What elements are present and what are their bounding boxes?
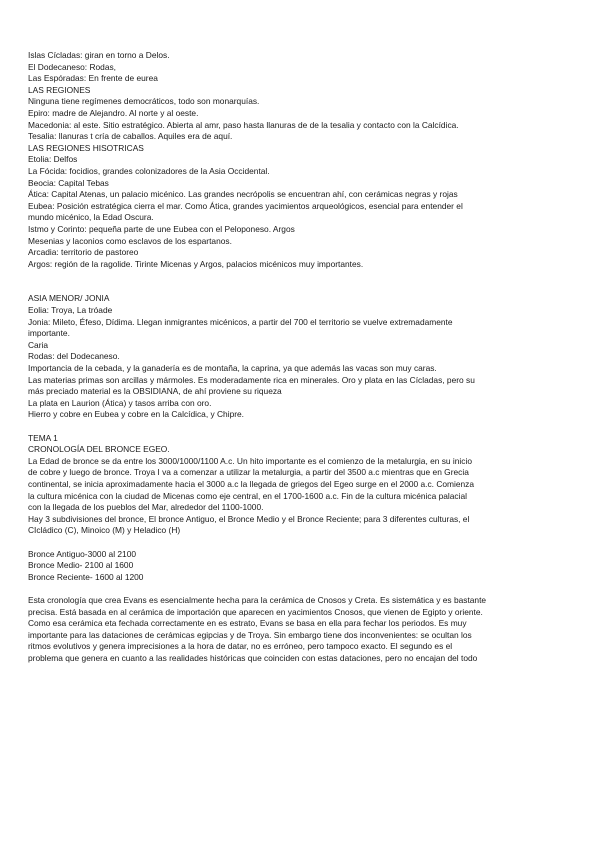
text-line: de cobre y luego de bronce. Troya I va a comenzar a utilizar la metalurgia, a partir del 3500 a.c mientras que en Grecia: [28, 467, 469, 478]
text-line: precisa. Está basada en al cerámica de importación que aparecen en yacimientos Cnosos, que vienen de Egipto y oriente.: [28, 606, 483, 617]
text-line: Epiro: madre de Alejandro. Al norte y al oeste.: [28, 107, 199, 118]
text-line: Eubea: Posición estratégica cierra el mar. Como Ática, grandes yacimientos arqueológicos, esencial para entender el: [28, 200, 463, 211]
text-line: Jonia: Mileto, Éfeso, Dídima. Llegan inmigrantes micénicos, a partir del 700 el territorio se vuelve extremadamente: [28, 316, 453, 327]
text-line: más preciado material es la OBSIDIANA, de ahí proviene su riqueza: [28, 386, 282, 397]
text-line: Argos: región de la ragolide. Tirinte Micenas y Argos, palacios micénicos muy importantes.: [28, 258, 364, 269]
text-line: LAS REGIONES: [28, 84, 91, 95]
text-line: Eolia: Troya, La tróade: [28, 305, 113, 316]
text-line: mundo micénico, la Edad Oscura.: [28, 212, 154, 223]
text-line: Islas Cícladas: giran en torno a Delos.: [28, 50, 170, 60]
blank-line: [28, 270, 570, 282]
text-line: Como esa cerámica eta fechada correctamente en es estrato, Evans se basa en ella para fechar los periodos. Es muy: [28, 618, 467, 629]
text-line: Ninguna tiene regímenes democráticos, todo son monarquías.: [28, 96, 260, 107]
blank-line: [28, 421, 570, 433]
text-line: con la llegada de los pueblos del Mar, alrededor del 1100-1000.: [28, 502, 264, 513]
blank-line: [28, 537, 570, 549]
text-line: Ática: Capital Atenas, un palacio micénico. Las grandes necrópolis se encuentran ahí, con cerámicas negras y rojas: [28, 189, 458, 200]
text-line: La Fócida: focidios, grandes colonizadores de la Asia Occidental.: [28, 165, 270, 176]
text-line: problema que genera en cuanto a las realidades históricas que coinciden con estas dataciones, pero no encajan del todo: [28, 652, 478, 663]
text-line: Etolia: Delfos: [28, 154, 78, 165]
text-line: continental, se inicia aproximadamente hacia el 3000 a.c la llegada de griegos del Egeo surge en el 2000 a.c. Comienza: [28, 478, 475, 489]
text-line: Esta cronología que crea Evans es esencialmente hecha para la cerámica de Cnosos y Creta. Es sistemática y es bastante: [28, 594, 487, 605]
text-line: Bronce Medio- 2100 al 1600: [28, 560, 134, 571]
blank-line: [28, 282, 570, 294]
text-line: la cultura micénica con la ciudad de Micenas como eje central, en el 1700-1600 a.c. Fin de la cultura micénica palacial: [28, 490, 467, 501]
text-line: La Edad de bronce se da entre los 3000/1000/1100 A.c. Un hito importante es el comienzo de la metalurgia, en su inicio: [28, 455, 472, 466]
blank-line: [28, 583, 570, 595]
text-line: Las materias primas son arcillas y mármoles. Es moderadamente rica en minerales. Oro y plata en las Cícladas, pero su: [28, 374, 475, 385]
text-line: Istmo y Corinto: pequeña parte de une Eubea con el Peloponeso. Argos: [28, 223, 295, 234]
text-line: Bronce Reciente- 1600 al 1200: [28, 571, 144, 582]
text-line: Tesalia: llanuras t cría de caballos. Aquiles era de aquí.: [28, 131, 233, 142]
text-line: Bronce Antiguo-3000 al 2100: [28, 548, 137, 559]
text-line: ASIA MENOR/ JONIA: [28, 293, 110, 304]
text-line: Mesenias y laconios como esclavos de los espartanos.: [28, 235, 232, 246]
text-line: Importancia de la cebada, y la ganadería es de montaña, la caprina, ya que además las vacas son muy caras.: [28, 363, 437, 374]
text-line: ritmos evolutivos y genera imprecisiones a la hora de datar, no es erróneo, pero tampoco exacto. El segundo es el: [28, 641, 453, 652]
text-line: Hierro y cobre en Eubea y cobre en la Calcídica, y Chipre.: [28, 409, 244, 420]
text-line: Arcadia: territorio de pastoreo: [28, 247, 139, 258]
text-line: La plata en Laurion (Ática) y tasos arriba con oro.: [28, 397, 212, 408]
text-line: Macedonia: al este. Sitio estratégico. Abierta al amr, paso hasta llanuras de de la tesalia y contacto con la Calcídica.: [28, 119, 459, 130]
text-line: CRONOLOGÍA DEL BRONCE EGEO.: [28, 444, 170, 455]
text-line: El Dodecaneso: Rodas,: [28, 61, 116, 72]
text-line: TEMA 1: [28, 432, 58, 443]
text-line: LAS REGIONES HISOTRICAS: [28, 142, 144, 153]
text-line: Caria: [28, 339, 49, 350]
text-line: CIcládico (C), Minoico (M) y Heladico (H): [28, 525, 181, 536]
text-line: importante.: [28, 328, 70, 339]
text-line: importante para las dataciones de cerámicas egipcias y de Troya. Sin embargo tiene dos inconvenientes: se ocultan los: [28, 629, 472, 640]
text-line: Rodas: del Dodecaneso.: [28, 351, 120, 362]
text-line: Beocia: Capital Tebas: [28, 177, 109, 188]
text-line: Las Espóradas: En frente de eurea: [28, 73, 158, 84]
text-line: Hay 3 subdivisiones del bronce, El bronce Antiguo, el Bronce Medio y el Bronce Reciente; para 3 diferentes culturas, el: [28, 513, 470, 524]
